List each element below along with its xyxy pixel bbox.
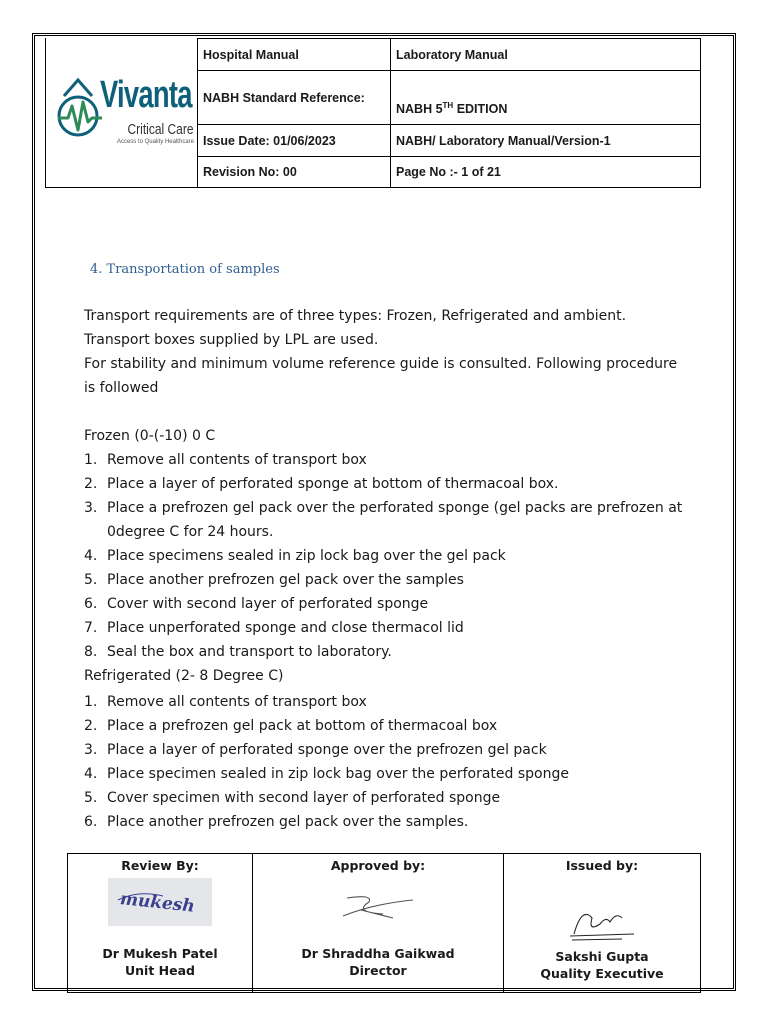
- header-cell: Laboratory Manual: [391, 39, 701, 71]
- logo-tagline: Access to Quality Healthcare: [116, 139, 194, 145]
- approved-cell: [253, 854, 504, 993]
- issuer-name: Sakshi Gupta: [555, 949, 649, 964]
- header-cell: NABH Standard Reference:: [198, 71, 391, 125]
- list-item: 1. Remove all contents of transport box: [84, 452, 367, 468]
- issued-cell: [504, 854, 701, 993]
- list-item: 4. Place specimen sealed in zip lock bag over the perforated sponge: [84, 766, 569, 782]
- review-cell: [68, 854, 253, 993]
- header-cell: NABH/ Laboratory Manual/Version-1: [391, 125, 701, 157]
- issued-label: Issued by:: [565, 858, 639, 873]
- approver-signature: [333, 890, 423, 926]
- list-item: 6. Place another prefrozen gel pack over the samples.: [84, 814, 469, 830]
- logo-brand-text: Vivanta: [100, 74, 192, 116]
- review-signature-image: [108, 878, 212, 926]
- header-cell-edition: NABH 5TH EDITION: [391, 71, 701, 125]
- frozen-heading: Frozen (0-(-10) 0 C: [84, 428, 216, 444]
- list-item: 5. Place another prefrozen gel pack over the samples: [84, 572, 464, 588]
- issuer-role: Quality Executive: [540, 966, 664, 981]
- list-item: 3. Place a layer of perforated sponge over the prefrozen gel pack: [84, 742, 547, 758]
- vivanta-logo-icon: [56, 76, 104, 156]
- svg-text:mukesh: mukesh: [119, 889, 196, 917]
- header-cell: Hospital Manual: [198, 39, 391, 71]
- section-title: 4. Transportation of samples: [90, 262, 280, 277]
- signature-table: [67, 853, 701, 993]
- list-item: 6. Cover with second layer of perforated sponge: [84, 596, 429, 612]
- review-label: Review By:: [121, 858, 199, 873]
- list-item: 8. Seal the box and transport to laboratory.: [84, 644, 392, 660]
- intro-paragraph-2: For stability and minimum volume reference guide is consulted. Following procedure is followed: [84, 356, 678, 396]
- header-table: [197, 38, 701, 188]
- list-item: 1. Remove all contents of transport box: [84, 694, 367, 710]
- list-item: 4. Place specimens sealed in zip lock bag over the gel pack: [84, 548, 506, 564]
- header-cell: Revision No: 00: [198, 157, 391, 188]
- intro-paragraph-1: Transport requirements are of three types: Frozen, Refrigerated and ambient. Transport boxes supplied by LPL are used.: [84, 308, 627, 348]
- list-item: 7. Place unperforated sponge and close thermacol lid: [84, 620, 464, 636]
- reviewer-role: Unit Head: [125, 963, 195, 978]
- approved-label: Approved by:: [330, 858, 426, 873]
- reviewer-name: Dr Mukesh Patel: [102, 946, 218, 961]
- issuer-signature: [562, 898, 642, 944]
- logo-sub-text: Critical Care: [127, 121, 194, 138]
- refrigerated-steps-list: [84, 690, 684, 834]
- frozen-steps-list: [84, 448, 684, 664]
- approver-name: Dr Shraddha Gaikwad: [301, 946, 455, 961]
- list-item: 2. Place a layer of perforated sponge at bottom of thermacoal box.: [84, 476, 559, 492]
- hospital-logo: [45, 38, 198, 188]
- document-header: [45, 38, 701, 188]
- list-item: 5. Cover specimen with second layer of perforated sponge: [84, 790, 501, 806]
- header-cell: Issue Date: 01/06/2023: [198, 125, 391, 157]
- header-cell: Page No :- 1 of 21: [391, 157, 701, 188]
- refrigerated-heading: Refrigerated (2- 8 Degree C): [84, 668, 284, 684]
- list-item: 3. Place a prefrozen gel pack over the perforated sponge (gel packs are prefrozen at 0degree C for 24 hours.: [84, 500, 683, 540]
- approver-role: Director: [349, 963, 407, 978]
- list-item: 2. Place a prefrozen gel pack at bottom of thermacoal box: [84, 718, 498, 734]
